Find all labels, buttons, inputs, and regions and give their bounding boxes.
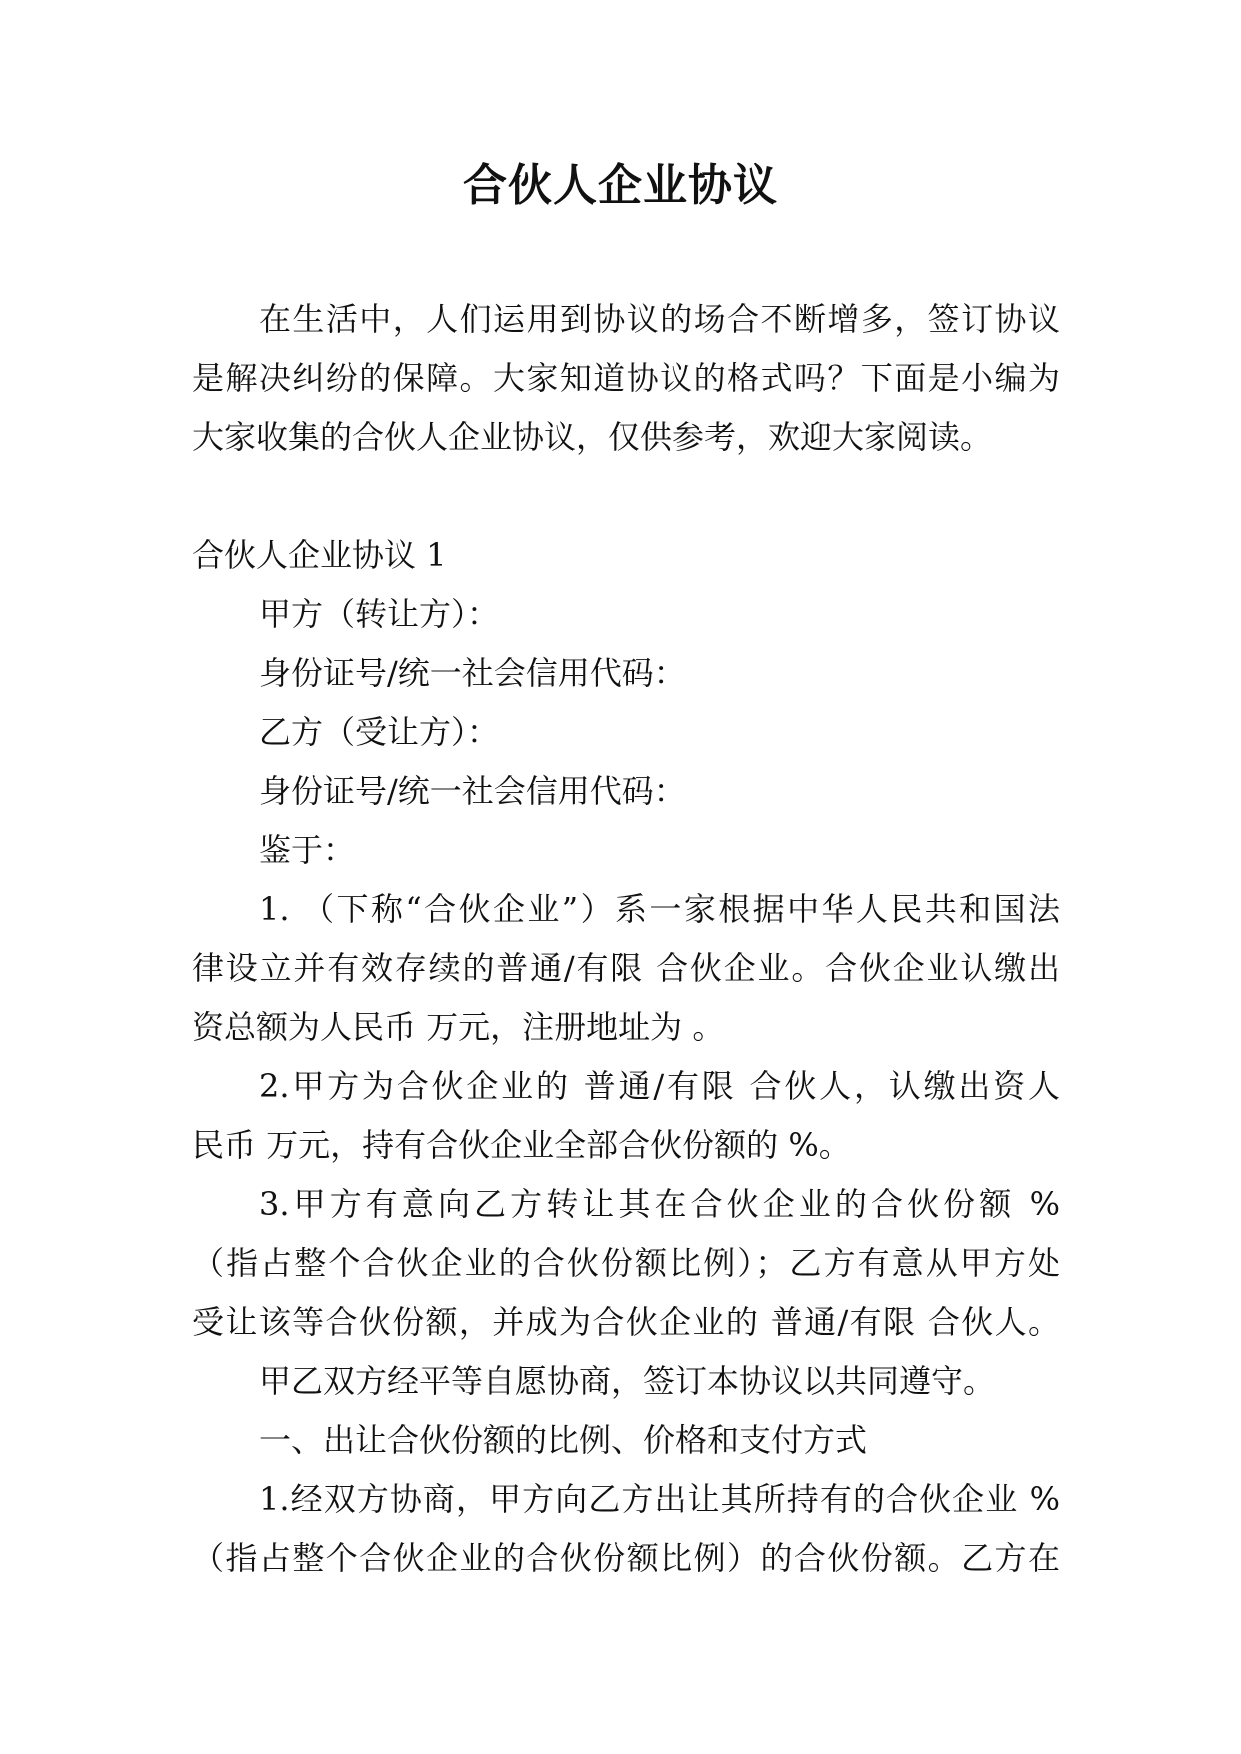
recital-1-line: 资总额为人民币 万元，注册地址为 。 <box>192 1008 725 1046</box>
section-1-heading: 一、出让合伙份额的比例、价格和支付方式 <box>259 1421 868 1459</box>
whereas-label: 鉴于： <box>259 831 356 869</box>
recital-3-line: （指占整个合伙企业的合伙份额比例）；乙方有意从甲方处 <box>192 1244 1060 1282</box>
recital-2-line: 民币 万元，持有合伙企业全部合伙份额的 %。 <box>192 1126 851 1164</box>
recital-1-line: 律设立并有效存续的普通/有限 合伙企业。合伙企业认缴出 <box>192 949 1060 987</box>
recital-3-line: 受让该等合伙份额，并成为合伙企业的 普通/有限 合伙人。 <box>192 1303 1060 1341</box>
intro-line: 在生活中，人们运用到协议的场合不断增多，签订协议 <box>259 300 1060 338</box>
party-b-label: 乙方（受让方）： <box>259 713 500 751</box>
agreement-heading: 合伙人企业协议 1 <box>192 536 447 574</box>
agreement-statement: 甲乙双方经平等自愿协商，签订本协议以共同遵守。 <box>259 1362 996 1400</box>
party-b-id-label: 身份证号/统一社会信用代码： <box>259 772 686 810</box>
document-title: 合伙人企业协议 <box>463 160 778 211</box>
recital-3-line: 3.甲方有意向乙方转让其在合伙企业的合伙份额 % <box>259 1185 1060 1223</box>
intro-line: 大家收集的合伙人企业协议，仅供参考，欢迎大家阅读。 <box>192 418 993 456</box>
section-1-clause-1-line: 1.经双方协商，甲方向乙方出让其所持有的合伙企业 % <box>259 1480 1060 1518</box>
recital-1-line: 1. （下称“合伙企业”）系一家根据中华人民共和国法 <box>259 890 1060 928</box>
intro-line: 是解决纠纷的保障。大家知道协议的格式吗？下面是小编为 <box>192 359 1060 397</box>
party-a-id-label: 身份证号/统一社会信用代码： <box>259 654 686 692</box>
recital-2-line: 2.甲方为合伙企业的 普通/有限 合伙人，认缴出资人 <box>259 1067 1060 1105</box>
party-a-label: 甲方（转让方）： <box>259 595 500 633</box>
section-1-clause-1-line: （指占整个合伙企业的合伙份额比例）的合伙份额。乙方在 <box>192 1539 1060 1577</box>
